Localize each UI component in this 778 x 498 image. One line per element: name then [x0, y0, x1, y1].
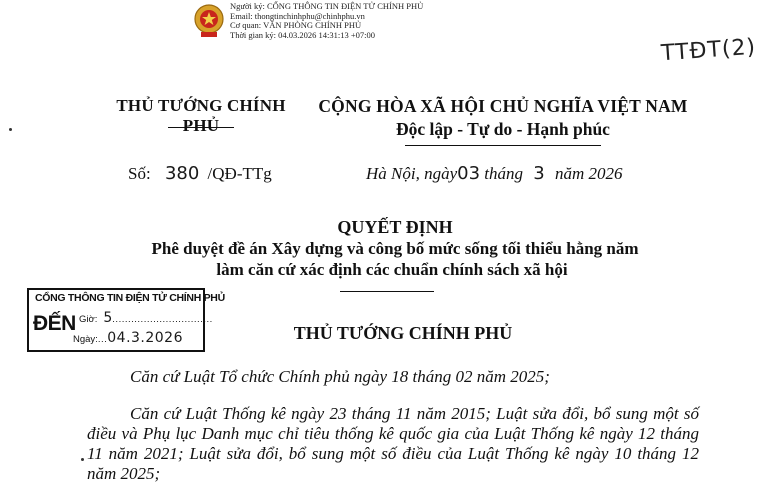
- document-subtitle-line2: [0, 260, 778, 280]
- subtitle-underline: [340, 291, 434, 292]
- issuing-authority: THỦ TƯỚNG CHÍNH PHỦ: [116, 96, 286, 135]
- stamp-label: ĐẾN: [33, 312, 76, 335]
- document-subtitle-line1: [0, 239, 778, 259]
- doc-number-suffix: /QĐ-TTg: [207, 164, 272, 183]
- received-stamp: [27, 288, 225, 352]
- date-place: Hà Nội, ngày: [366, 164, 458, 183]
- subtitle-line1: Phê duyệt đề án Xây dựng và công bố mức sống tối thiểu hằng năm: [151, 239, 639, 258]
- scan-speck: [9, 128, 12, 131]
- scan-speck: [81, 458, 84, 461]
- handwritten-note: TTĐT(2): [660, 34, 757, 67]
- date-month: 3: [533, 163, 545, 184]
- doc-number-value: 380: [164, 163, 200, 184]
- stamp-date-row: Ngày:...04.3.2026: [73, 330, 184, 346]
- authority-heading: THỦ TƯỚNG CHÍNH PHỦ: [293, 323, 513, 343]
- digital-signature-info: [230, 2, 423, 40]
- signature-signer: Người ký: CỔNG THÔNG TIN ĐIỆN TỬ CHÍNH PHỦ: [230, 1, 424, 11]
- issuer-underline: [168, 127, 234, 128]
- national-emblem-icon: [193, 3, 225, 39]
- date-year: năm 2026: [554, 164, 623, 183]
- date-day: 03: [457, 163, 481, 184]
- signature-agency: Cơ quan: VĂN PHÒNG CHÍNH PHỦ: [230, 20, 362, 30]
- stamp-hour-value: 5: [103, 310, 113, 326]
- stamp-hour-row: Giờ: 5................................: [79, 310, 213, 326]
- doc-number-prefix: Số:: [128, 164, 151, 183]
- document-title: [0, 217, 778, 238]
- signature-time: Thời gian ký: 04.03.2026 14:31:13 +07:00: [230, 29, 376, 40]
- national-title: CỘNG HÒA XÃ HỘI CHỦ NGHĨA VIỆT NAM: [318, 96, 688, 116]
- date-month-label: tháng: [484, 164, 524, 183]
- stamp-hour-label: Giờ:: [79, 314, 98, 325]
- signature-email: Email: thongtinchinhphu@chinhphu.vn: [230, 10, 365, 21]
- stamp-date-label: Ngày:: [73, 334, 98, 345]
- national-motto: Độc lập - Tự do - Hạnh phúc: [396, 119, 610, 139]
- subtitle-line2: làm căn cứ xác định các chuẩn chính sách xã hội: [216, 260, 568, 279]
- document-number: [128, 163, 272, 184]
- date-line: [366, 163, 623, 184]
- stamp-header: CỔNG THÔNG TIN ĐIỆN TỬ CHÍNH PHỦ: [35, 292, 225, 304]
- legal-basis-paragraph: Căn cứ Luật Thống kê ngày 23 tháng 11 năm 2015; Luật sửa đổi, bổ sung một số điều và Phụ lục Danh mục chỉ tiêu thống kê quốc gia của Luật Thống kê ngày 12 tháng 11 năm 2021; Luật sửa đổi, bổ sung một số điều của Luật Thống kê ngày 10 tháng 12 năm 2025;: [87, 404, 699, 483]
- stamp-date-value: 04.3.2026: [107, 330, 184, 346]
- legal-basis-paragraph: Căn cứ Luật Tổ chức Chính phủ ngày 18 tháng 02 năm 2025;: [130, 367, 550, 386]
- motto-underline: [405, 145, 601, 146]
- title-text: QUYẾT ĐỊNH: [337, 217, 453, 237]
